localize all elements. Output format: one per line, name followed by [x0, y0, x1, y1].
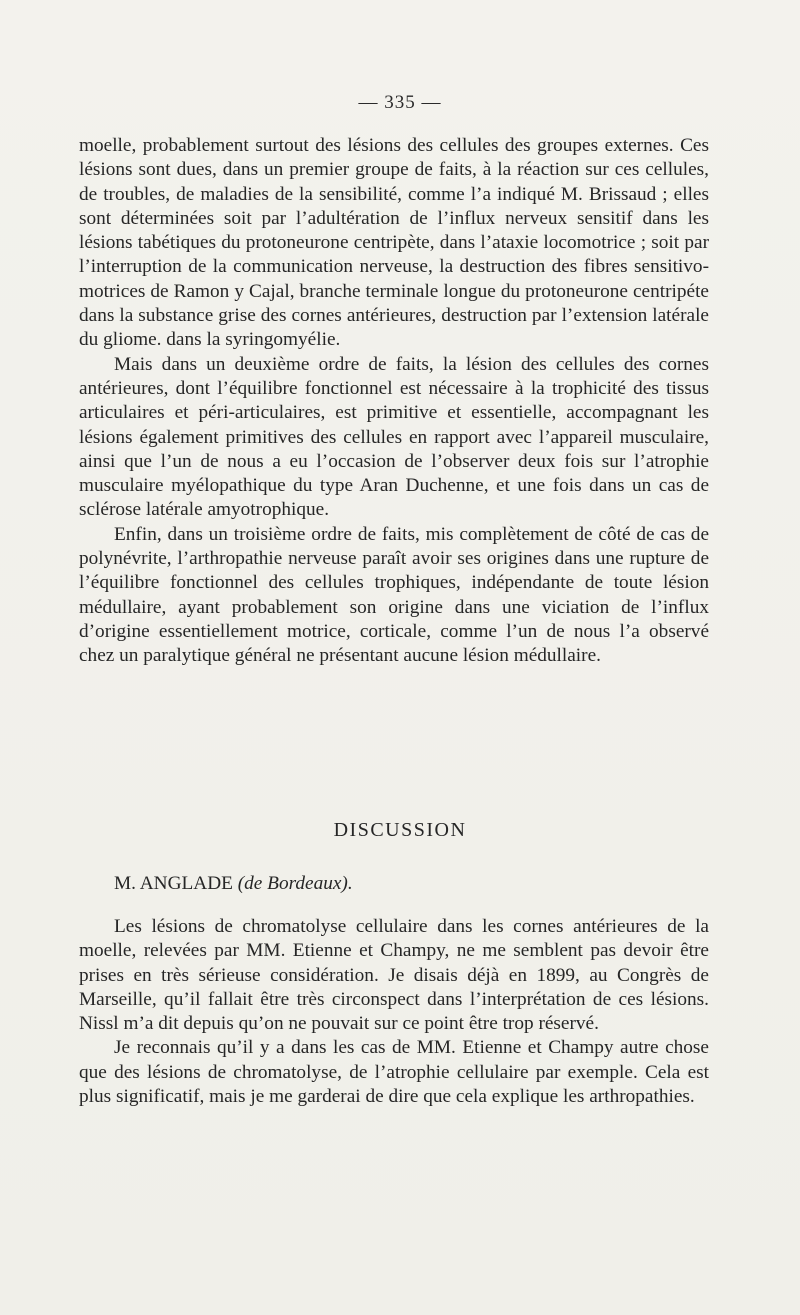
speaker-line [114, 873, 353, 895]
speaker-affiliation: (de Bordeaux). [237, 873, 353, 894]
section-heading: DISCUSSION [333, 819, 467, 841]
page-number: — 335 — [358, 92, 442, 113]
body-text-discussion [79, 915, 709, 1109]
paragraph: Je reconnais qu’il y a dans les cas de MM. Etienne et Champy autre chose que des lésions de chromatolyse, de l’atrophie cellulaire par exemple. Cela est plus significatif, mais je me garderai de dire que cela explique les arthropathies. [79, 1037, 709, 1108]
paragraph: Enfin, dans un troisième ordre de faits, mis complètement de côté de cas de polynévrite, l’arthropathie nerveuse paraît avoir ses origines dans une rupture de l’équilibre fonctionnel des cellules trophiques, indépendante de toute lésion médullaire, ayant probablement son origine dans une viciation de l’influx d’origine essentiellement motrice, corticale, comme l’un de nous l’a observé chez un paralytique général ne présentant aucune lésion médullaire. [79, 523, 709, 667]
paragraph: Mais dans un deuxième ordre de faits, la lésion des cellules des cornes antérieures, dont l’équilibre fonctionnel est nécessaire à la trophicité des tissus articulaires et péri-articulaires, est primitive et essentielle, accompagnant les lésions également primitives des cellules en rapport avec l’appareil musculaire, ainsi que l’un de nous a eu l’occasion de l’observer deux fois sur l’atrophie musculaire myélopathique du type Aran Duchenne, et une fois dans un cas de sclérose latérale amyotrophique. [79, 353, 709, 521]
speaker-name: M. ANGLADE [114, 873, 233, 894]
paragraph: Les lésions de chromatolyse cellulaire dans les cornes antérieures de la moelle, relevées par MM. Etienne et Champy, ne me semblent pas devoir être prises en très sérieuse considération. Je disais déjà en 1899, au Congrès de Marseille, qu’il fallait être très circonspect dans l’interprétation de ces lésions. Nissl m’a dit depuis qu’on ne pouvait sur ce point être trop réservé. [79, 916, 709, 1035]
paragraph: moelle, probablement surtout des lésions des cellules des groupes externes. Ces lésions sont dues, dans un premier groupe de faits, à la réaction sur ces cellules, de troubles, de maladies de la sensibilité, comme l’a indiqué M. Brissaud ; elles sont déterminées soit par l’adultération de l’influx nerveux sensitif dans les lésions tabétiques du protoneurone centripète, dans l’ataxie locomotrice ; soit par l’interruption de la communication nerveuse, la destruction des fibres sensitivo-motrices de Ramon y Cajal, branche terminale longue du protoneurone centripéte dans la substance grise des cornes antérieures, destruction par l’extension latérale du gliome. dans la syringomyélie. [79, 135, 709, 351]
body-text-section-1 [79, 134, 709, 669]
